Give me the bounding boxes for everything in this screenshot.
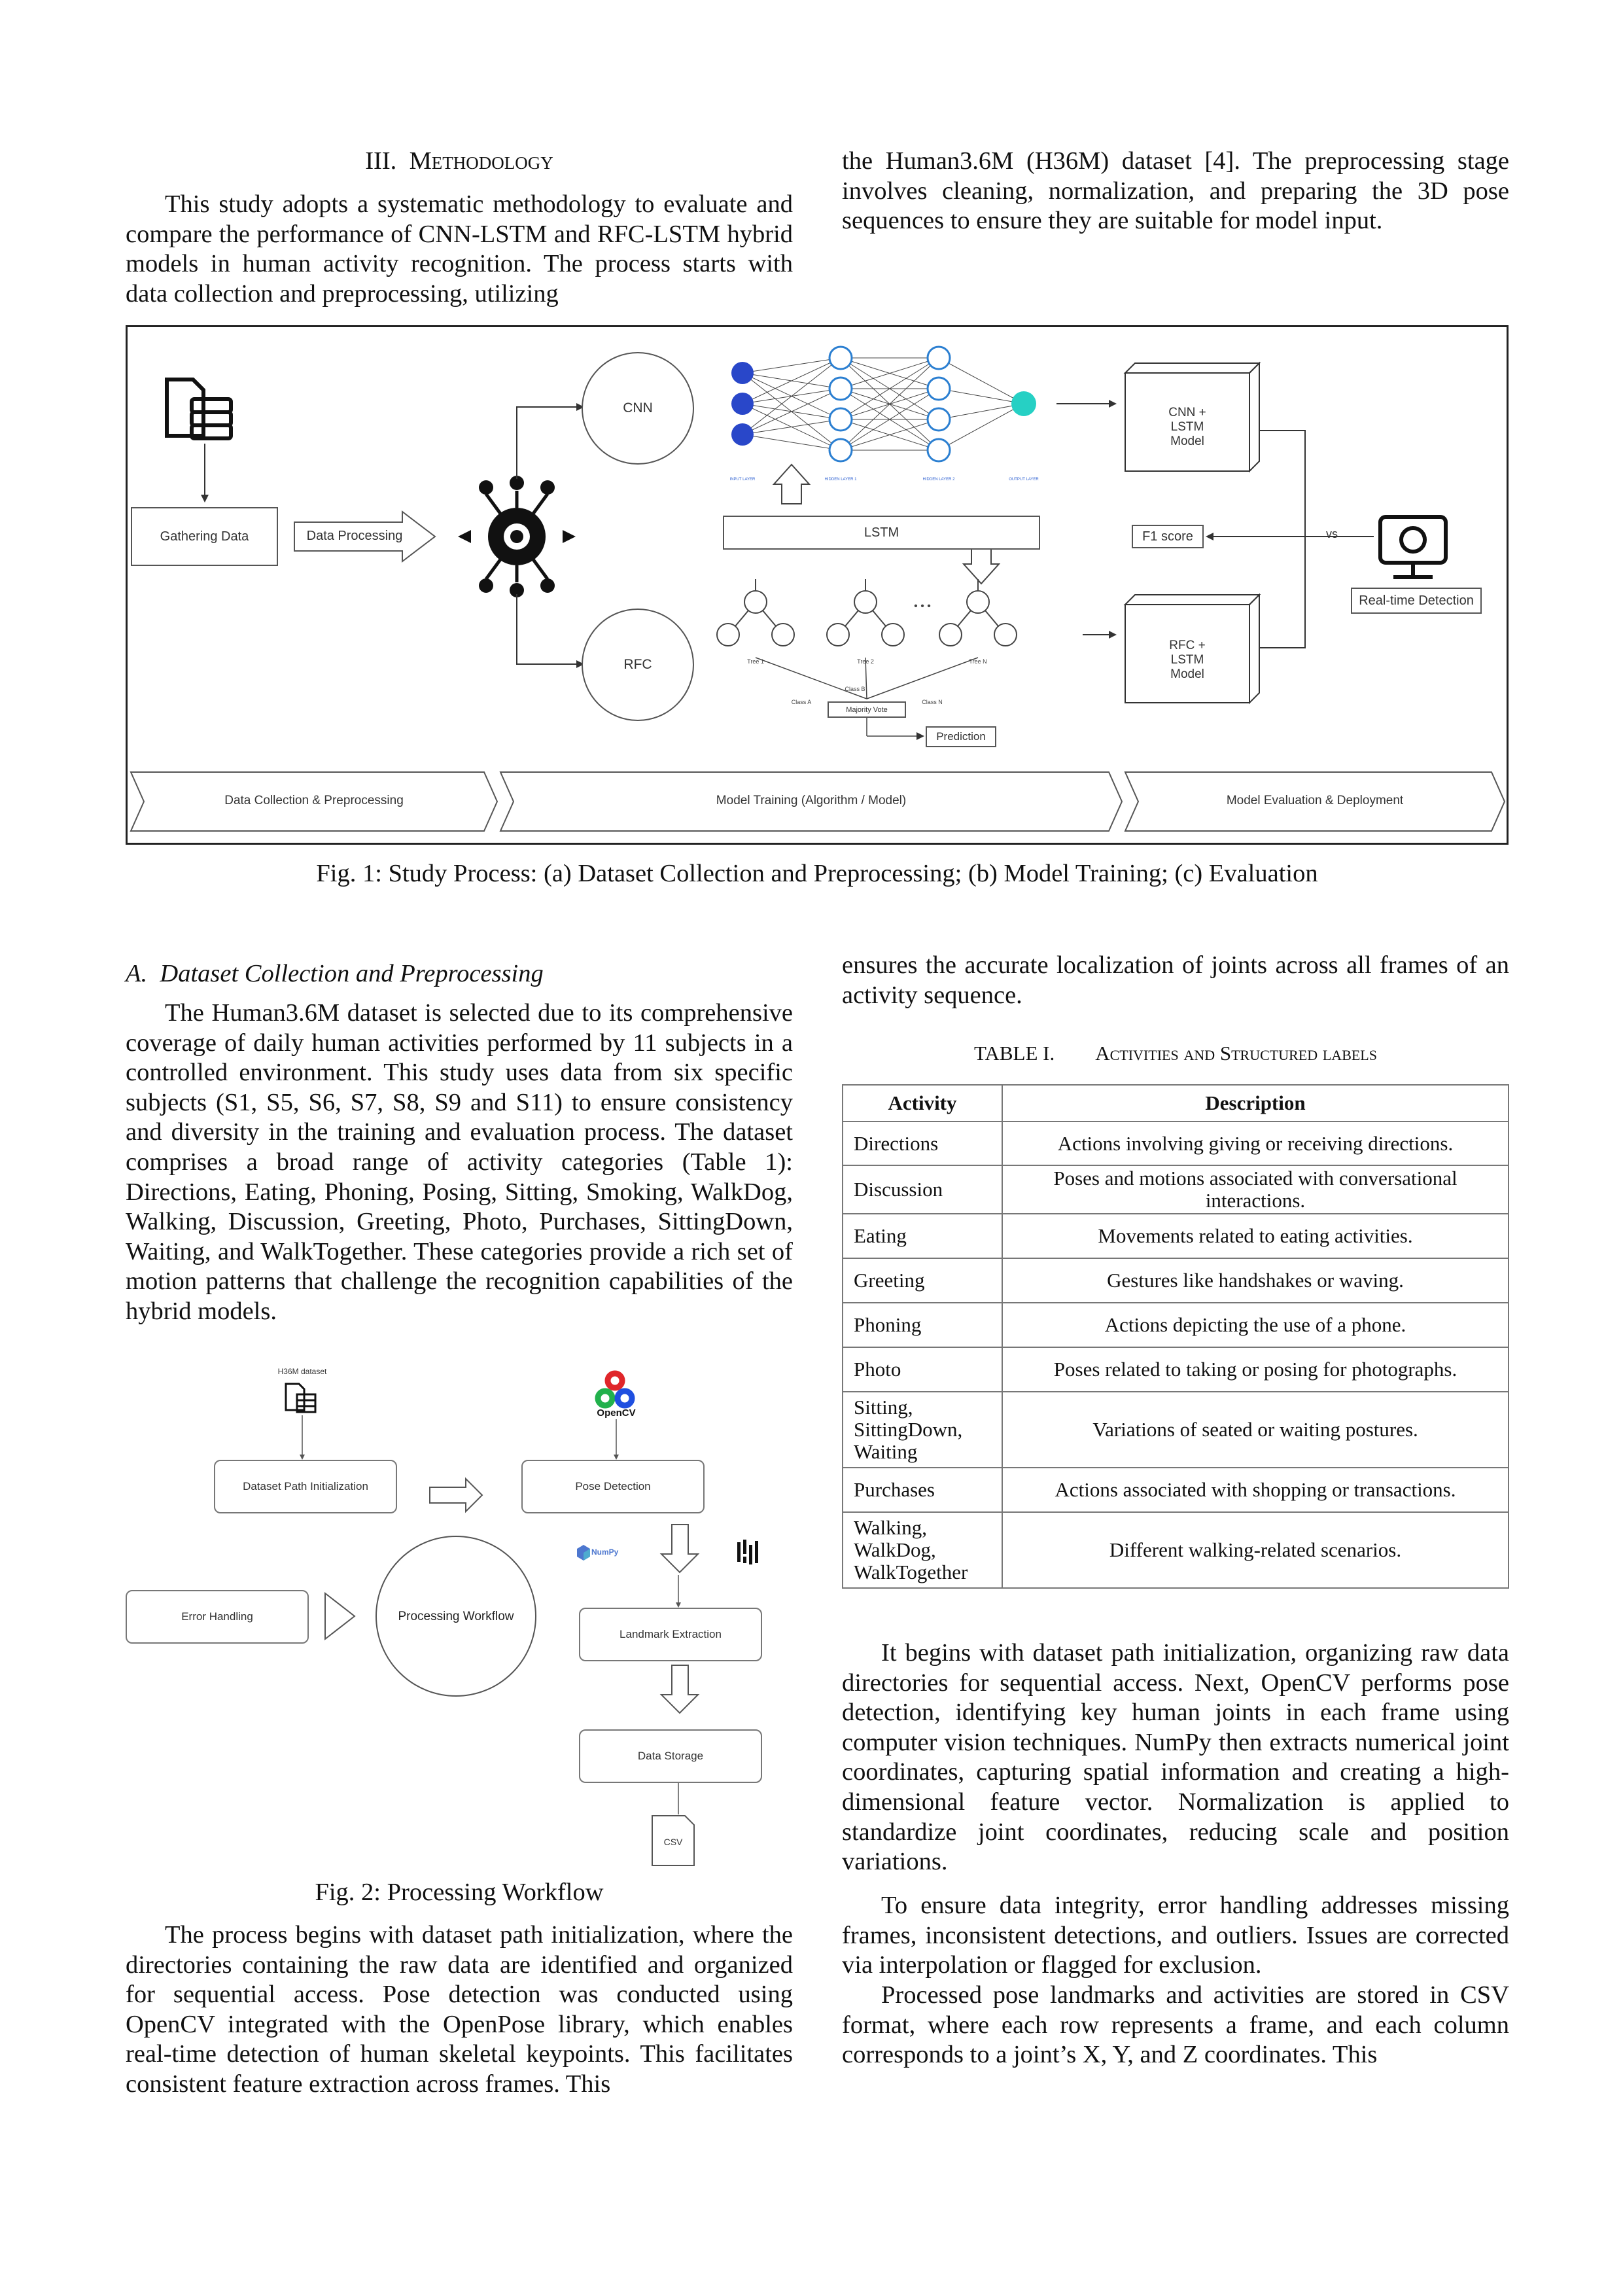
tree-node xyxy=(772,624,794,646)
numpy-label: NumPy xyxy=(591,1547,619,1557)
description-cell: Gestures like handshakes or waving. xyxy=(1002,1258,1509,1303)
nn-connection xyxy=(742,419,841,434)
rfc-lstm-model-label: RFC + LSTM Model xyxy=(1169,639,1206,681)
hollow-arrow-right xyxy=(430,1479,482,1511)
opencv-label: OpenCV xyxy=(597,1407,636,1419)
arrowhead xyxy=(1109,631,1117,639)
nn-connection xyxy=(742,358,841,404)
description-cell: Actions associated with shopping or transactions. xyxy=(1002,1468,1509,1512)
database-icon xyxy=(167,380,231,438)
nn-layer-label-hidden2: HIDDEN LAYER 2 xyxy=(922,478,955,482)
tree-ellipsis: • • • xyxy=(914,601,931,612)
nn-output-node xyxy=(1011,391,1036,416)
csv-label: CSV xyxy=(663,1837,683,1847)
h36m-dataset-label: H36M dataset xyxy=(277,1367,327,1376)
arrowhead xyxy=(676,1602,681,1608)
description-cell: Movements related to eating activities. xyxy=(1002,1214,1509,1258)
pipeline-paragraph: It begins with dataset path initialization, organizing raw data directories for sequential access. Next, OpenCV performs pose detection, identifying key human joints in each frame using computer vision techniques. NumPy then extracts numerical joint coordinates, capturing spatial information and creating a high-dimensional feature vector. Normalization is applied to standardize joint coordinates, reducing scale and position variations. xyxy=(842,1639,1509,1876)
majority-vote-box xyxy=(828,701,906,718)
nn-connection xyxy=(939,404,1024,419)
table-row xyxy=(843,1214,1509,1258)
table-row xyxy=(843,1347,1509,1392)
activity-cell: Directions xyxy=(843,1122,1002,1165)
fig1-caption: Fig. 1: Study Process: (a) Dataset Collection and Preprocessing; (b) Model Training; (c) Evaluation xyxy=(316,860,1318,887)
numpy-icon xyxy=(577,1545,590,1561)
camera-icon xyxy=(1380,517,1446,577)
h36m-file-icon xyxy=(286,1384,315,1412)
subsection-heading xyxy=(126,959,793,988)
pose-detection-label: Pose Detection xyxy=(575,1480,651,1492)
section-title: Methodology xyxy=(409,147,553,175)
arrowhead xyxy=(1109,400,1117,408)
tree-node xyxy=(744,591,767,613)
tree-node xyxy=(939,624,962,646)
stage-label-collection: Data Collection & Preprocessing xyxy=(224,794,404,807)
intro-left-paragraph: This study adopts a systematic methodology to evaluate and compare the performance of CNN-LSTM and RFC-LSTM hybrid models in human activity recognition. The process starts with data collection and preprocessing, utilizing xyxy=(126,190,793,308)
figure-processing-workflow xyxy=(126,1364,793,1875)
data-storage-label: Data Storage xyxy=(637,1750,704,1762)
activity-cell: Greeting xyxy=(843,1258,1002,1303)
prediction-box xyxy=(926,726,996,747)
nn-connection xyxy=(939,404,1024,450)
dataset-path-box xyxy=(214,1460,397,1513)
hollow-arrow-down-1 xyxy=(661,1525,698,1572)
stage-label-evaluation: Model Evaluation & Deployment xyxy=(1226,794,1404,807)
intro-right-paragraph: the Human3.6M (H36M) dataset [4]. The preprocessing stage involves cleaning, normalization, and preparing the 3D pose sequences to ensure they are suitable for model input. xyxy=(842,147,1509,235)
nn-connection xyxy=(742,358,841,434)
dataset-path-label: Dataset Path Initialization xyxy=(243,1480,368,1492)
pandas-icon xyxy=(737,1540,758,1564)
arrow-to-cnn xyxy=(517,407,579,479)
fig1-canvas xyxy=(128,327,1507,843)
arrowhead xyxy=(614,1455,619,1460)
activity-cell: Photo xyxy=(843,1347,1002,1392)
processing-hub-icon xyxy=(458,476,576,597)
localization-paragraph: ensures the accurate localization of joints across all frames of an activity sequence. xyxy=(842,951,1509,1009)
processing-workflow-label: Processing Workflow xyxy=(398,1610,514,1623)
nn-connection xyxy=(939,389,1024,404)
activities-table xyxy=(842,1084,1509,1589)
description-cell: Actions depicting the use of a phone. xyxy=(1002,1303,1509,1347)
activity-cell: Walking, WalkDog, WalkTogether xyxy=(843,1512,1002,1588)
nn-layer-label-output: OUTPUT LAYER xyxy=(1009,478,1039,482)
error-handling-paragraph: To ensure data integrity, error handling addresses missing frames, inconsistent detections, and outliers. Issues are corrected via interpolation or flagged for exclusion. xyxy=(842,1892,1509,1979)
landmark-extraction-box xyxy=(579,1608,762,1661)
table-caption xyxy=(842,1042,1509,1065)
nn-connection xyxy=(939,358,1024,404)
cnn-label: CNN xyxy=(623,400,653,415)
table-header-row xyxy=(843,1085,1509,1122)
section-number: III. xyxy=(365,147,397,175)
table-row xyxy=(843,1468,1509,1512)
tree-label-n: Tree N xyxy=(969,658,987,665)
gathering-data-label: Gathering Data xyxy=(160,529,249,544)
opencv-logo-icon xyxy=(598,1373,632,1405)
f1-score-box xyxy=(1132,525,1204,548)
activity-cell: Discussion xyxy=(843,1165,1002,1214)
subsection-title: Dataset Collection and Preprocessing xyxy=(160,960,544,987)
error-handling-box xyxy=(126,1590,309,1644)
table-header-description: Description xyxy=(1002,1085,1509,1122)
class-label-b: Class B xyxy=(845,686,865,692)
lstm-box xyxy=(723,516,1040,550)
csv-storage-paragraph: Processed pose landmarks and activities are stored in CSV format, where each row represents a frame, and each column corresponds to a joint’s X, Y, and Z coordinates. This xyxy=(842,1981,1509,2069)
arrowhead xyxy=(201,495,209,503)
prediction-label: Prediction xyxy=(936,730,986,743)
nn-connection xyxy=(742,389,841,434)
description-cell: Variations of seated or waiting postures. xyxy=(1002,1392,1509,1468)
dataset-paragraph: The Human3.6M dataset is selected due to its comprehensive coverage of daily human activities performed by 11 subjects in a controlled environment. This study uses data from six specific subjects (S1, S5, S6, S7, S8, S9 and S11) to ensure consistency and diversity in the training and evaluation process. The dataset comprises a broad range of activity categories (Table 1): Directions, Eating, Phoning, Posing, Sitting, Smoking, WalkDog, Walking, Discussion, Greeting, Photo, Purchases, SittingDown, Waiting, and WalkTogether. These categories provide a rich set of motion patterns that challenge the recognition capabilities of the hybrid models. xyxy=(126,999,793,1325)
arrow-to-rfc xyxy=(517,594,579,664)
arrowhead xyxy=(300,1455,305,1460)
tree-node xyxy=(854,591,877,613)
arrowhead xyxy=(1206,533,1213,540)
lstm-label: LSTM xyxy=(864,525,899,540)
nn-connection xyxy=(742,434,841,450)
realtime-detection-box xyxy=(1351,588,1482,614)
nn-connection xyxy=(742,358,841,373)
activity-cell: Eating xyxy=(843,1214,1002,1258)
tree-node xyxy=(827,624,849,646)
nn-layer-label-hidden1: HIDDEN LAYER 1 xyxy=(824,478,857,482)
description-cell: Actions involving giving or receiving directions. xyxy=(1002,1122,1509,1165)
table-title: Activities and Structured labels xyxy=(1095,1042,1377,1065)
activity-cell: Sitting, SittingDown, Waiting xyxy=(843,1392,1002,1468)
tree-label-1: Tree 1 xyxy=(747,658,764,665)
f1-score-label: F1 score xyxy=(1142,529,1193,544)
subsection-label: A. xyxy=(126,960,148,987)
fig2-caption: Fig. 2: Processing Workflow xyxy=(315,1879,604,1906)
description-cell: Poses related to taking or posing for photographs. xyxy=(1002,1347,1509,1392)
realtime-detection-label: Real-time Detection xyxy=(1359,593,1474,608)
random-forest-trees xyxy=(717,579,1017,646)
vote-connectors xyxy=(756,658,978,736)
rfc-label: RFC xyxy=(623,657,652,672)
table-row xyxy=(843,1258,1509,1303)
results-bracket xyxy=(1259,431,1305,648)
tree-node xyxy=(994,624,1017,646)
table-row xyxy=(843,1392,1509,1468)
description-cell: Different walking-related scenarios. xyxy=(1002,1512,1509,1588)
class-label-n: Class N xyxy=(922,699,943,705)
lstm-up-arrow xyxy=(774,465,809,504)
hollow-triangle-left xyxy=(325,1593,355,1639)
arrowhead xyxy=(916,732,924,740)
section-heading xyxy=(126,147,793,175)
nn-input-nodes xyxy=(731,362,754,446)
description-cell: Poses and motions associated with conversational interactions. xyxy=(1002,1165,1509,1214)
data-storage-box xyxy=(579,1729,762,1783)
data-processing-label: Data Processing xyxy=(306,529,403,543)
tree-node xyxy=(717,624,739,646)
nn-layer-label-input: INPUT LAYER xyxy=(729,478,756,482)
hollow-arrow-down-2 xyxy=(661,1665,698,1713)
neural-network-diagram xyxy=(742,358,1024,450)
table-header-activity: Activity xyxy=(843,1085,1002,1122)
figure-study-process xyxy=(126,325,1509,845)
table-row xyxy=(843,1512,1509,1588)
pose-detection-box xyxy=(521,1460,705,1513)
majority-vote-label: Majority Vote xyxy=(846,705,888,714)
activity-cell: Phoning xyxy=(843,1303,1002,1347)
stage-label-training: Model Training (Algorithm / Model) xyxy=(716,794,907,807)
class-label-a: Class A xyxy=(791,699,812,705)
tree-node xyxy=(882,624,904,646)
table-row xyxy=(843,1303,1509,1347)
tree-label-2: Tree 2 xyxy=(857,658,874,665)
table-label: TABLE I. xyxy=(974,1042,1055,1065)
activity-cell: Purchases xyxy=(843,1468,1002,1512)
gathering-data-box xyxy=(131,507,278,566)
table-row xyxy=(843,1122,1509,1165)
error-handling-label: Error Handling xyxy=(181,1610,253,1623)
landmark-extraction-label: Landmark Extraction xyxy=(620,1628,722,1640)
table-row xyxy=(843,1165,1509,1214)
cnn-lstm-model-label: CNN + LSTM Model xyxy=(1168,406,1206,448)
process-paragraph: The process begins with dataset path initialization, where the directories containing the raw data are identified and organized for sequential access. Pose detection was conducted using OpenCV integrated with the OpenPose library, which enables real-time detection of human skeletal keypoints. This facilitates consistent feature extraction across frames. This xyxy=(126,1921,793,2098)
tree-node xyxy=(967,591,989,613)
vs-label: vs xyxy=(1326,527,1338,540)
